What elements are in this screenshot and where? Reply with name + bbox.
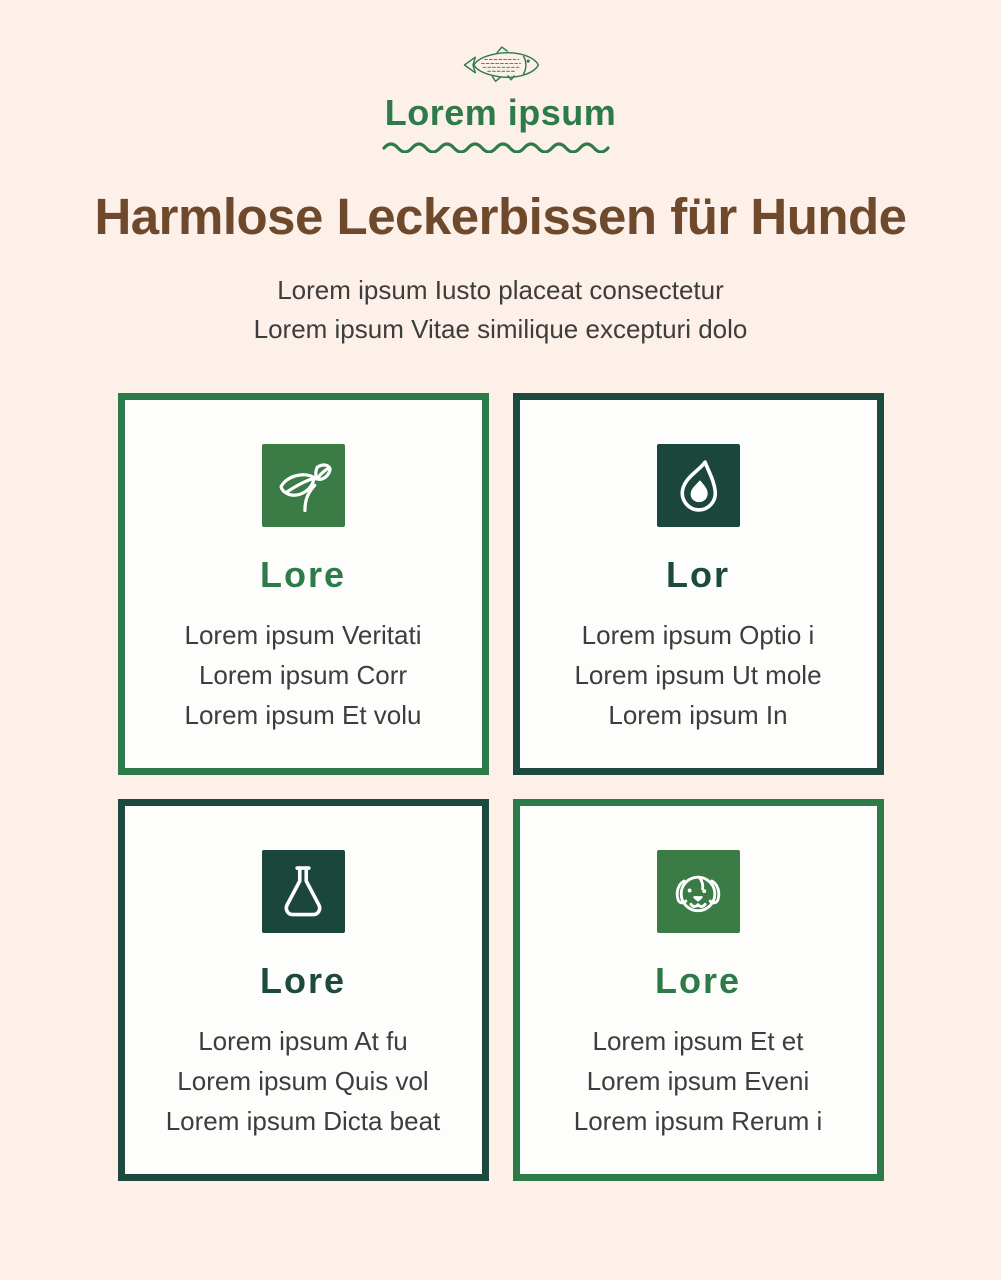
card-text xyxy=(166,1021,441,1141)
brand-header xyxy=(0,44,1001,153)
card-line: Lorem ipsum Et volu xyxy=(184,700,422,731)
card-title: Lore xyxy=(259,960,346,1002)
subtitle-line-2: Lorem ipsum Vitae similique excepturi dolo xyxy=(253,314,748,345)
card-line: Lorem ipsum Dicta beat xyxy=(165,1106,441,1137)
card-line: Lorem ipsum In xyxy=(608,700,788,731)
card-title: Lor xyxy=(666,554,730,596)
feature-card-hydration xyxy=(513,393,884,775)
fish-icon xyxy=(457,44,545,86)
droplet-icon xyxy=(657,444,740,527)
card-line: Lorem ipsum Quis vol xyxy=(177,1066,429,1097)
feature-card-dog xyxy=(513,799,884,1181)
flask-icon xyxy=(262,850,345,933)
feature-card-natural xyxy=(118,393,489,775)
subtitle xyxy=(0,271,1001,349)
feature-card-tested xyxy=(118,799,489,1181)
card-title: Lore xyxy=(654,960,741,1002)
card-line: Lorem ipsum Ut mole xyxy=(574,660,822,691)
card-line: Lorem ipsum At fu xyxy=(198,1026,408,1057)
brand-text: Lorem ipsum xyxy=(384,92,617,133)
card-text xyxy=(185,615,422,735)
card-line: Lorem ipsum Corr xyxy=(198,660,408,691)
wavy-underline xyxy=(381,138,621,153)
card-line: Lorem ipsum Et et xyxy=(592,1026,804,1057)
card-line: Lorem ipsum Eveni xyxy=(586,1066,810,1097)
card-text xyxy=(574,1021,823,1141)
card-line: Lorem ipsum Veritati xyxy=(184,620,422,651)
card-text xyxy=(574,615,821,735)
subtitle-line-1: Lorem ipsum Iusto placeat consectetur xyxy=(277,275,724,306)
page-title: Harmlose Leckerbissen für Hunde xyxy=(94,188,907,245)
sprout-icon xyxy=(262,444,345,527)
dog-icon xyxy=(657,850,740,933)
card-line: Lorem ipsum Rerum i xyxy=(573,1106,823,1137)
card-line: Lorem ipsum Optio i xyxy=(581,620,815,651)
features-grid xyxy=(118,393,884,1181)
card-title: Lore xyxy=(259,554,346,596)
